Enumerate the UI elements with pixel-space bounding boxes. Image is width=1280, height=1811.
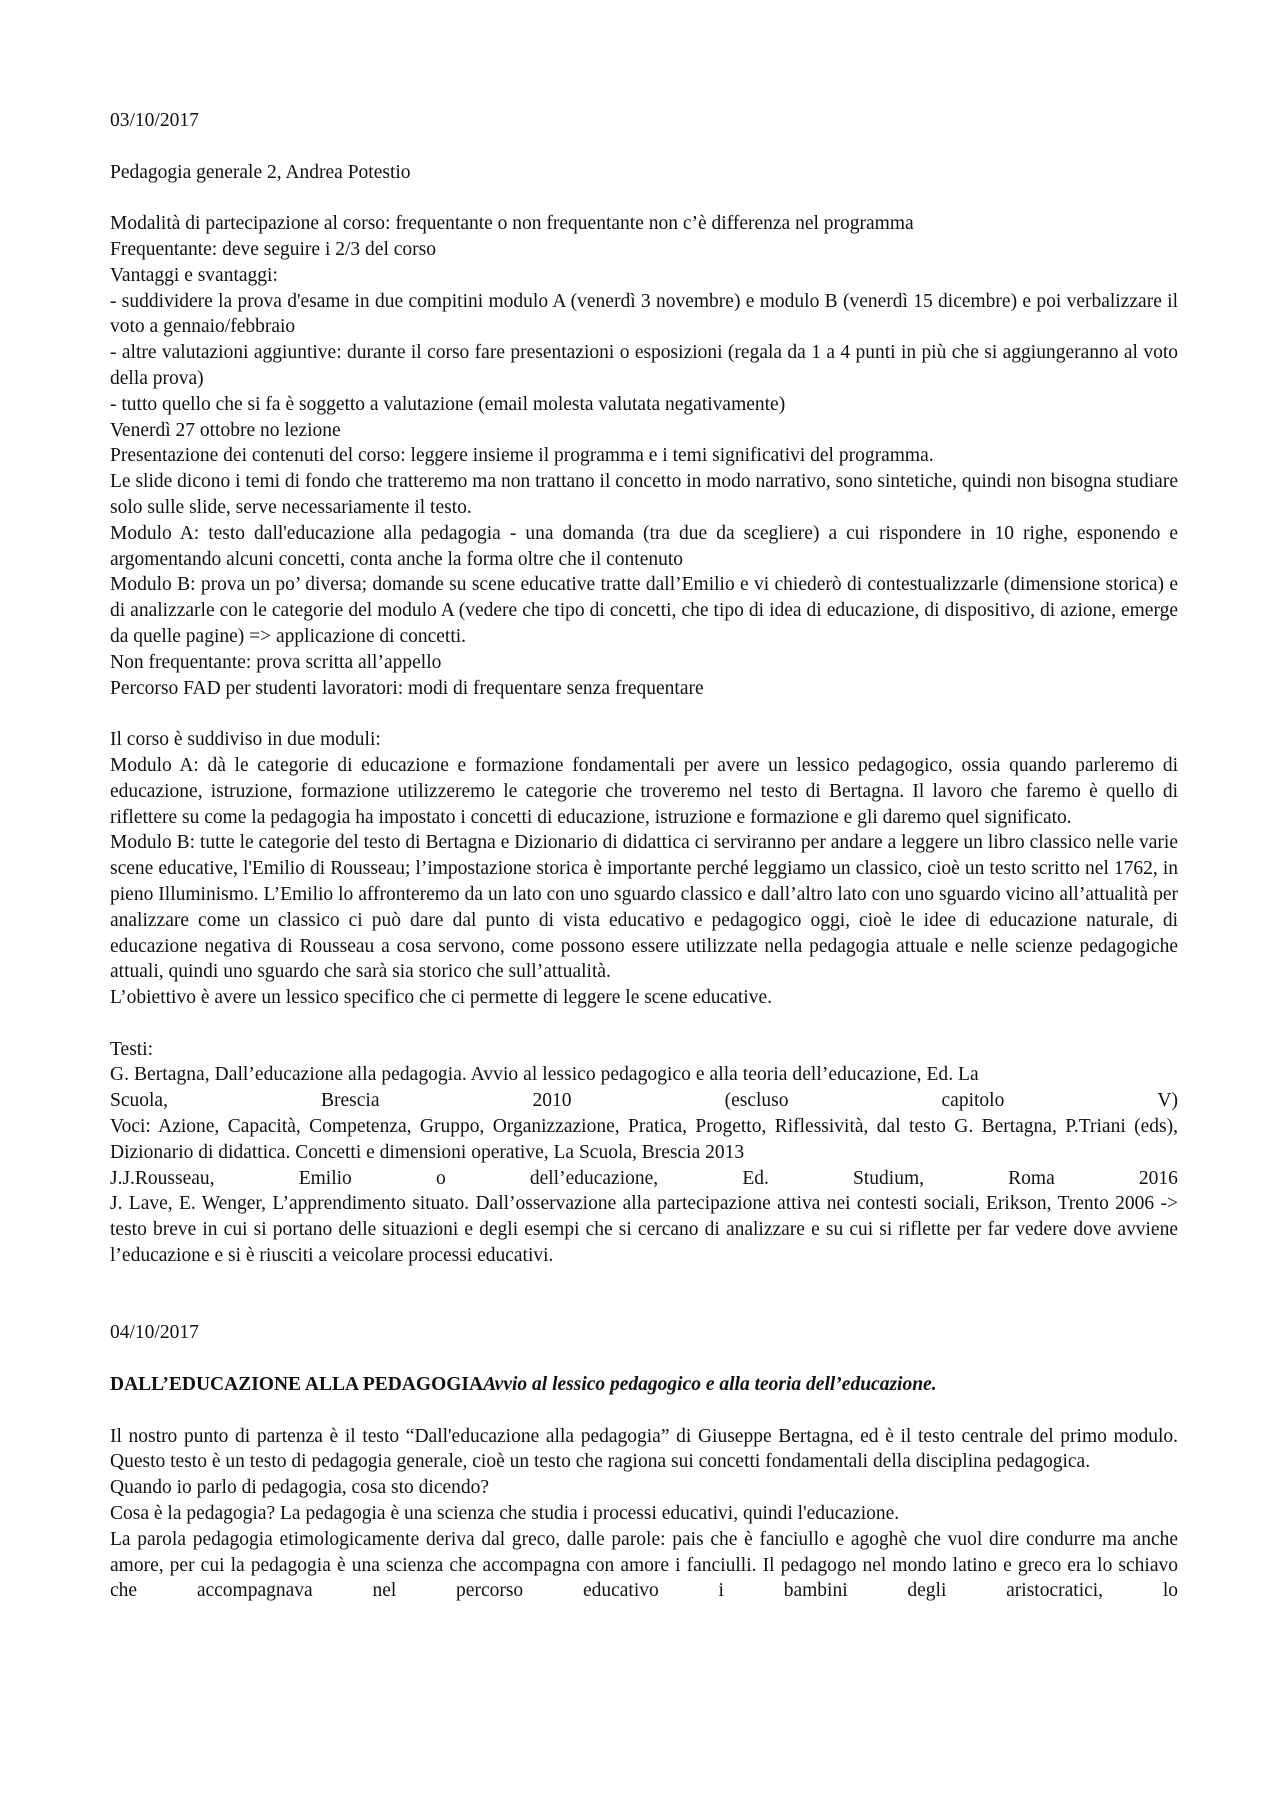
text-ref-3	[110, 1166, 1178, 1192]
word: capitolo	[941, 1090, 1005, 1112]
intro-paragraph: Il nostro punto di partenza è il testo “Dall'educazione alla pedagogia” di Giuseppe Bertagna, ed è il testo centrale del primo modulo. Questo testo è un testo di pedagogia generale, cioè un testo che ragiona sui concetti fondamentali della disciplina pedagogica.	[110, 1425, 1178, 1473]
word: 2016	[1138, 1167, 1178, 1189]
info-line: Venerdì 27 ottobre no lezione	[110, 419, 341, 441]
module-a-paragraph: Modulo A: dà le categorie di educazione e formazione fondamentali per avere un lessico pedagogico, ossia quando parleremo di educazione, istruzione, formazione utilizzeremo le categorie che troveremo nel testo di Bertagna. Il lavoro che faremo è quello di riflettere su come la pedagogia ha impostato i concetti di educazione, istruzione e formazione e gli daremo quel significato.	[110, 754, 1178, 828]
info-line: Vantaggi e svantaggi:	[110, 264, 278, 286]
word: dell’educazione,	[529, 1167, 659, 1189]
modules-intro: Il corso è suddiviso in due moduli:	[110, 729, 381, 751]
info-line: Non frequentante: prova scritta all’appello	[110, 651, 442, 673]
question-2: Cosa è la pedagogia? La pedagogia è una scienza che studia i processi educativi, quindi l'educazione.	[110, 1503, 900, 1525]
chapter-title	[110, 1372, 1178, 1398]
chapter-title-bold: DALL’EDUCAZIONE ALLA PEDAGOGIA	[110, 1374, 484, 1396]
text-ref-1-line-2	[110, 1088, 1178, 1114]
question-1: Quando io parlo di pedagogia, cosa sto dicendo?	[110, 1477, 490, 1499]
word: Brescia	[321, 1090, 380, 1112]
info-line: Presentazione dei contenuti del corso: leggere insieme il programma e i temi significativi del programma.	[110, 445, 934, 467]
course-title: Pedagogia generale 2, Andrea Potestio	[110, 161, 411, 183]
info-line: Modulo B: prova un po’ diversa; domande su scene educative tratte dall’Emilio e vi chiederò di contestualizzarle (dimensione storica) e di analizzarle con le categorie del modulo A (vedere che tipo di concetti, che tipo di idea di educazione, di dispositivo, di azione, emerge da quelle pagine) => applicazione di concetti.	[110, 574, 1178, 647]
info-line: Frequentante: deve seguire i 2/3 del corso	[110, 238, 436, 260]
chapter-title-italic: Avvio al lessico pedagogico e alla teoria dell’educazione.	[483, 1374, 937, 1396]
info-line: Percorso FAD per studenti lavoratori: modi di frequentare senza frequentare	[110, 677, 704, 699]
word: Ed.	[742, 1167, 769, 1189]
word: J.J.Rousseau,	[110, 1167, 215, 1189]
date-1: 03/10/2017	[110, 110, 199, 131]
word: Emilio	[298, 1167, 352, 1189]
word: Scuola,	[110, 1090, 168, 1112]
info-line: - suddividere la prova d'esame in due compitini modulo A (venerdì 3 novembre) e modulo B (venerdì 15 dicembre) e poi verbalizzare il voto a gennaio/febbraio	[110, 290, 1178, 338]
word: 2010	[532, 1090, 572, 1112]
module-b-paragraph: Modulo B: tutte le categorie del testo di Bertagna e Dizionario di didattica ci serviranno per andare a leggere un libro classico nelle varie scene educative, l'Emilio di Rousseau; l’impostazione storica è importante perché leggiamo un classico, cioè un testo scritto nel 1762, in pieno Illuminismo. L’Emilio lo affronteremo da un lato con uno sguardo classico e dall’altro lato con uno sguardo vicino all’attualità per analizzare come un classico ci può dare dal punto di vista educativo e pedagogico oggi, cioè le idee di educazione naturale, di educazione negativa di Rousseau a cosa servono, come possono essere utilizzate nella pedagogia attuale e nelle scienze pedagogiche attuali, quindi uno sguardo che sarà sia storico che sull’attualità.	[110, 832, 1178, 983]
text-ref-2: Voci: Azione, Capacità, Competenza, Gruppo, Organizzazione, Pratica, Progetto, Riflessività, dal testo G. Bertagna, P.Triani (eds), Dizionario di didattica. Concetti e dimensioni operative, La Scuola, Brescia 2013	[110, 1116, 1178, 1163]
word: Studium,	[853, 1167, 925, 1189]
word: o	[435, 1167, 446, 1189]
course-info	[110, 211, 1178, 701]
word: V)	[1157, 1090, 1178, 1112]
info-line: Modulo A: testo dall'educazione alla pedagogia - una domanda (tra due da scegliere) a cui rispondere in 10 righe, esponendo e argomentando alcuni concetti, conta anche la forma oltre che il contenuto	[110, 522, 1178, 570]
info-line: Modalità di partecipazione al corso: frequentante o non frequentante non c’è differenza nel programma	[110, 213, 914, 235]
word: Roma	[1008, 1167, 1055, 1189]
info-line: - tutto quello che si fa è soggetto a valutazione (email molesta valutata negativamente)	[110, 393, 786, 415]
date-2: 04/10/2017	[110, 1322, 199, 1344]
text-ref-1-line-1: G. Bertagna, Dall’educazione alla pedagogia. Avvio al lessico pedagogico e alla teoria dell’educazione, Ed. La	[110, 1064, 979, 1086]
etymology-paragraph: La parola pedagogia etimologicamente deriva dal greco, dalle parole: pais che è fanciullo e agoghè che vuol dire condurre ma anche amore, per cui la pedagogia è una scienza che accompagna con amore i fanciulli. Il pedagogo nel mondo latino e greco era lo schiavo che accompagnava nel percorso educativo i bambini degli aristocratici, lo	[110, 1528, 1178, 1602]
word: (escluso	[724, 1090, 789, 1112]
texts-heading: Testi:	[110, 1038, 154, 1060]
text-ref-4: J. Lave, E. Wenger, L’apprendimento situato. Dall’osservazione alla partecipazione attiva nei contesti sociali, Erikson, Trento 2006 -> testo breve in cui si portano delle situazioni e degli esempi che si cercano di analizzare e su cui si riflette per far vedere dove avviene l’educazione e si è riusciti a veicolare processi educativi.	[110, 1193, 1178, 1267]
info-line: - altre valutazioni aggiuntive: durante il corso fare presentazioni o esposizioni (regala da 1 a 4 punti in più che si aggiungeranno al voto della prova)	[110, 342, 1178, 389]
info-line: Le slide dicono i temi di fondo che tratteremo ma non trattano il concetto in modo narrativo, sono sintetiche, quindi non bisogna studiare solo sulle slide, serve necessariamente il testo.	[110, 471, 1178, 518]
objective-paragraph: L’obiettivo è avere un lessico specifico che ci permette di leggere le scene educative.	[110, 987, 772, 1009]
document-page	[110, 108, 1178, 1604]
